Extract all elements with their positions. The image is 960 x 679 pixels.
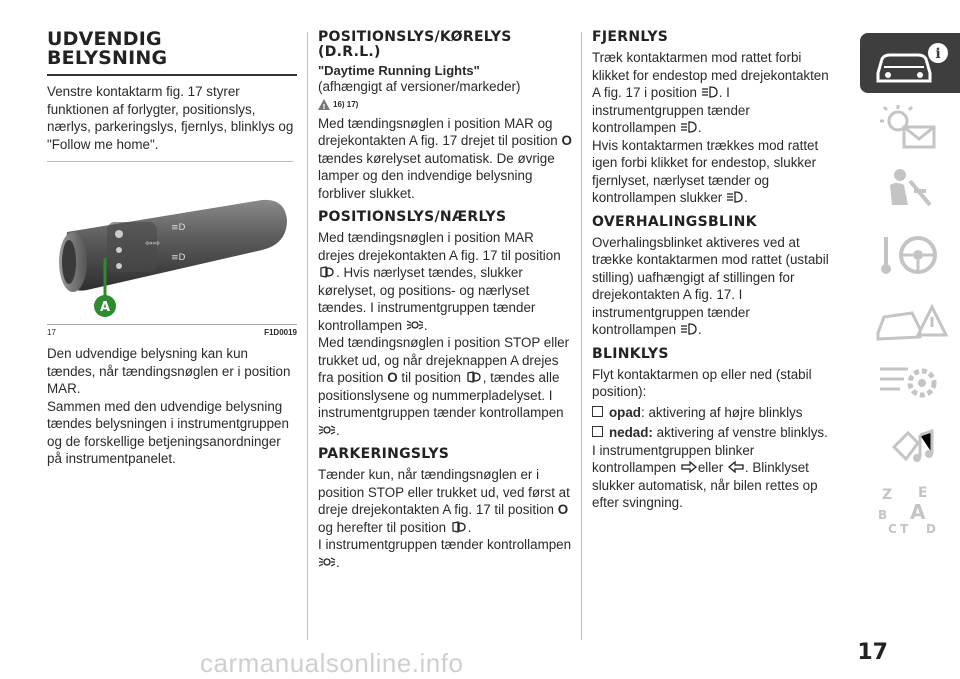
section-title-parking-lights: PARKERINGSLYS	[318, 446, 450, 462]
low-beam-paragraph-1: Med tændingsnøglen i position MAR drejes drejekontakten A fig. 17 til position . Hvis nærlyset tændes, slukker kørelyset, og positions- og nærlyset tændes. I instrumentgruppen tænder kontrollampen .	[318, 230, 561, 333]
warning-reference: ! 16) 17)	[318, 99, 574, 110]
media-music-icon	[860, 417, 960, 477]
high-beam-paragraph-1: Træk kontaktarmen mod rattet forbi klikket for endestop med drejekontakten A fig. 17 i position . I instrumentgruppen tænder kontrollampen .	[592, 50, 829, 135]
column-left	[47, 30, 297, 468]
index-letters-icon	[860, 481, 960, 541]
car-breakdown-icon	[860, 289, 960, 349]
position-light-lamp-icon	[318, 424, 336, 436]
tab-lights-warnings[interactable]	[860, 97, 960, 157]
parking-light-symbol-icon	[450, 521, 468, 533]
intro-text: Venstre kontaktarm fig. 17 styrer funktionen af forlygter, positionslys, nærlys, parkeringslys, fjernlys, blinklys og "Follow me home".	[47, 84, 294, 152]
figure-code: F1D0019	[264, 328, 297, 337]
column-middle	[318, 30, 574, 571]
steering-key-icon	[860, 225, 960, 285]
warning-triangle-icon	[318, 99, 330, 110]
turn-signals-paragraph: I instrumentgruppen blinker kontrollampen eller . Blinklyset slukker automatisk, når bilen rettes op efter svingning.	[592, 442, 818, 510]
airbag-seat-icon	[860, 161, 960, 221]
figure-stalk-illustration	[47, 172, 293, 322]
section-title-low-beam: POSITIONSLYS/NÆRLYS	[318, 209, 507, 225]
tab-car-info[interactable]	[860, 33, 960, 93]
tab-maintenance[interactable]	[860, 353, 960, 413]
light-stalk-drawing	[47, 172, 293, 322]
svg-text:⇦⇨: ⇦⇨	[145, 239, 161, 249]
tab-starting-driving[interactable]	[860, 225, 960, 285]
bullet-box-icon	[592, 426, 603, 437]
paragraph-instrument-lighting: Sammen med den udvendige belysning tændes belysningen i instrumentgruppen og de forskellige betjeningsanordninger på instrumentpanelet.	[47, 398, 289, 466]
column-divider-2	[581, 32, 582, 640]
svg-text:T: T	[900, 522, 909, 536]
svg-text:A: A	[910, 500, 926, 524]
svg-text:≡D: ≡D	[171, 253, 186, 263]
high-beam-warning-lamp-icon	[680, 323, 698, 335]
section-title-drl: POSITIONSLYS/KØRELYS (D.R.L.)	[318, 29, 512, 60]
low-beam-symbol-icon	[318, 266, 336, 278]
tab-index[interactable]	[860, 481, 960, 541]
right-arrow-icon	[680, 461, 698, 473]
section-title-turn-signals: BLINKLYS	[592, 345, 669, 362]
high-beam-symbol-icon	[701, 86, 719, 98]
section-title-high-beam: FJERNLYS	[592, 29, 669, 45]
car-info-icon	[860, 33, 960, 93]
watermark-text: carmanualsonline.info	[200, 648, 464, 678]
drl-note: (afhængigt af versioner/markeder)	[318, 79, 521, 94]
high-beam-warning-lamp-icon	[680, 121, 698, 133]
figure-number: 17	[47, 328, 56, 337]
svg-text:D: D	[926, 522, 936, 536]
svg-text:i: i	[935, 46, 941, 62]
drl-subtitle: "Daytime Running Lights"	[318, 63, 480, 78]
turn-signals-intro: Flyt kontaktarmen op eller ned (stabil position):	[592, 366, 812, 399]
flash-paragraph: Overhalingsblinket aktiveres ved at trække kontaktarmen mod rattet (ustabil stilling) uafhængigt af stillingen for drejekontakten A fig. 17. I instrumentgruppen tænder kontrollampen .	[592, 234, 829, 337]
parking-paragraph: Tænder kun, når tændingsnøglen er i position STOP eller trukket ud, ved først at dreje drejekontakten A fig. 17 til position O og herefter til position . I instrumentgruppen tænder kontrollampen .	[318, 467, 572, 570]
chapter-sidebar	[852, 33, 960, 545]
tab-multimedia[interactable]	[860, 417, 960, 477]
svg-text:Z: Z	[882, 487, 893, 503]
paragraph-key-position: Den udvendige belysning kan kun tændes, når tændingsnøglen er i position MAR.	[47, 346, 291, 396]
svg-text:≡D: ≡D	[171, 223, 186, 233]
high-beam-paragraph-2: Hvis kontaktarmen trækkes mod rattet igen forbi klikket for endestop, slukker fjernlyset, nærlyset tænder og kontrollampen slukker .	[592, 137, 819, 205]
svg-text:A: A	[99, 300, 111, 315]
service-gear-icon	[860, 353, 960, 413]
svg-text:C: C	[888, 522, 897, 536]
high-beam-warning-lamp-icon	[726, 191, 744, 203]
page-number: 17	[857, 640, 888, 665]
section-title-flash: OVERHALINGSBLINK	[592, 213, 757, 230]
position-light-lamp-icon	[406, 319, 424, 331]
column-right	[592, 30, 835, 512]
lights-warning-icon	[860, 97, 960, 157]
bullet-up: opad: aktivering af højre blinklys	[592, 404, 835, 422]
low-beam-symbol-icon	[465, 371, 483, 383]
position-light-lamp-icon	[318, 556, 336, 568]
svg-text:!: !	[322, 102, 326, 110]
bullet-box-icon	[592, 406, 603, 417]
tab-emergency[interactable]	[860, 289, 960, 349]
svg-text:E: E	[918, 485, 928, 501]
figure-top-rule	[47, 161, 293, 162]
low-beam-paragraph-2: Med tændingsnøglen i position STOP eller trukket ud, og når drejeknappen A drejes fra position O til position , tændes alle positionslysene og nummerpladelyset. I instrumentgruppen tænder kontrollampen .	[318, 335, 570, 438]
column-divider-1	[307, 32, 308, 640]
left-arrow-icon	[727, 461, 745, 473]
tab-safety[interactable]	[860, 161, 960, 221]
title-rule	[47, 74, 297, 76]
svg-text:B: B	[878, 508, 888, 522]
section-title-exterior-lighting: UDVENDIG BELYSNING	[47, 28, 168, 69]
figure-caption	[47, 324, 297, 337]
drl-paragraph: Med tændingsnøglen i position MAR og drejekontakten A fig. 17 drejet til position O tændes kørelyset automatisk. De øvrige lamper og den indvendige belysning forbliver slukket.	[318, 115, 572, 201]
bullet-down: nedad: aktivering af venstre blinklys.	[592, 424, 835, 442]
